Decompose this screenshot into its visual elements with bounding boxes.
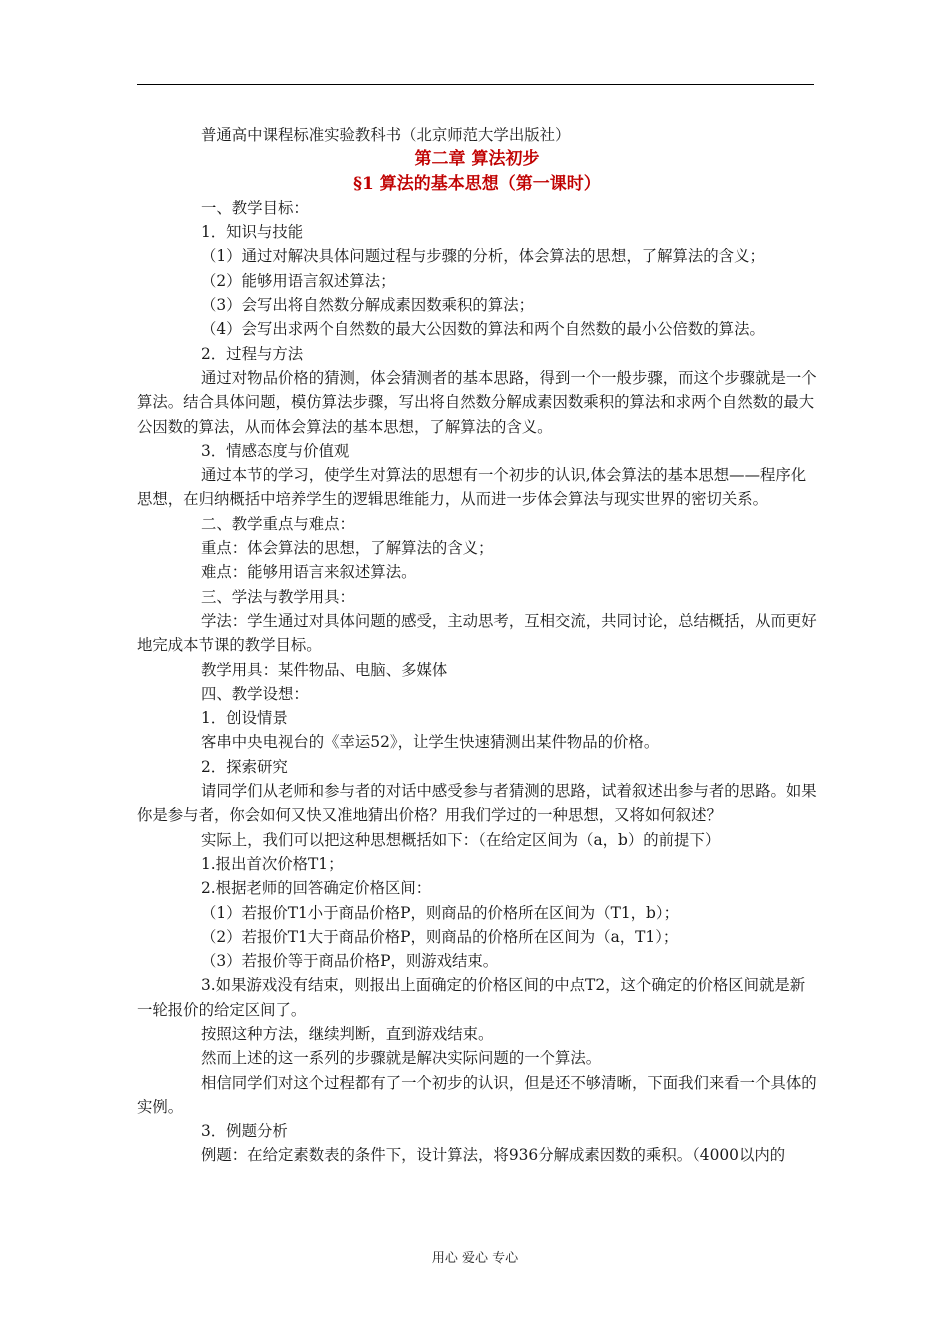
list-item: （2）若报价T1大于商品价格P，则商品的价格所在区间为（a，T1）； [201,927,679,946]
heading-design: 四、教学设想： [201,684,309,703]
paragraph: 然而上述的这一系列的步骤就是解决实际问题的一个算法。 [201,1049,602,1068]
step-item: 3.如果游戏没有结束，则报出上面确定的价格区间的中点T2，这个确定的价格区间就是新一轮报价的给定区间了。 [137,976,806,1019]
heading-objectives: 一、教学目标： [201,198,309,217]
difficult-point: 难点：能够用语言来叙述算法。 [201,563,417,582]
paragraph: 请同学们从老师和参与者的对话中感受参与者猜测的思路，试着叙述出参与者的思路。如果你是参与者，你会如何又快又准地猜出价格？用我们学过的一种思想，又将如何叙述？ [137,782,817,825]
list-item: （4）会写出求两个自然数的最大公因数的算法和两个自然数的最小公倍数的算法。 [201,320,765,339]
subheading-knowledge: 1．知识与技能 [201,223,304,242]
paragraph: 客串中央电视台的《幸运52》，让学生快速猜测出某件物品的价格。 [201,733,660,752]
subheading-attitude: 3．情感态度与价值观 [201,441,350,460]
paragraph: 通过对物品价格的猜测，体会猜测者的基本思路，得到一个一般步骤，而这个步骤就是一个算法。结合具体问题，模仿算法步骤，写出将自然数分解成素因数乘积的算法和求两个自然数的最大公因数的算法，从而体会算法的基本思想，了解算法的含义。 [137,368,817,436]
list-item: （1）若报价T1小于商品价格P，则商品的价格所在区间为（T1，b）； [201,903,679,922]
subheading-example: 3．例题分析 [201,1122,288,1141]
list-item: （2）能够用语言叙述算法； [201,271,396,290]
list-item: （3）会写出将自然数分解成素因数乘积的算法； [201,296,534,315]
key-point: 重点：体会算法的思想，了解算法的含义； [201,539,494,558]
paragraph: 相信同学们对这个过程都有了一个初步的认识，但是还不够清晰，下面我们来看一个具体的实例。 [137,1073,817,1116]
page-footer: 用心 爱心 专心 [431,1251,519,1266]
step-item: 2.根据老师的回答确定价格区间： [201,879,432,898]
section-title: §1 算法的基本思想（第一课时） [353,173,601,194]
heading-key-points: 二、教学重点与难点： [201,514,355,533]
list-item: （1）通过对解决具体问题过程与步骤的分析，体会算法的思想，了解算法的含义； [201,247,765,266]
heading-methods-tools: 三、学法与教学用具： [201,587,355,606]
subheading-scenario: 1．创设情景 [201,709,288,728]
paragraph: 按照这种方法，继续判断，直到游戏结束。 [201,1024,494,1043]
book-header: 普通高中课程标准实验教科书（北京师范大学出版社） [201,126,571,144]
subheading-explore: 2．探索研究 [201,757,288,776]
teaching-tools: 教学用具：某件物品、电脑、多媒体 [201,660,448,679]
paragraph: 实际上，我们可以把这种思想概括如下：（在给定区间为（a，b）的前提下） [201,830,721,849]
paragraph: 学法：学生通过对具体问题的感受，主动思考，互相交流，共同讨论，总结概括，从而更好地完成本节课的教学目标。 [137,611,817,655]
subheading-process: 2．过程与方法 [201,344,304,363]
paragraph: 例题：在给定素数表的条件下，设计算法，将936分解成素因数的乘积。（4000以内的 [201,1146,786,1165]
step-item: 1.报出首次价格T1； [201,854,344,873]
document-body [137,123,817,1168]
list-item: （3）若报价等于商品价格P，则游戏结束。 [201,952,499,971]
paragraph: 通过本节的学习，使学生对算法的思想有一个初步的认识,体会算法的基本思想——程序化思想，在归纳概括中培养学生的逻辑思维能力，从而进一步体会算法与现实世界的密切关系。 [137,466,807,509]
chapter-title: 第二章 算法初步 [414,149,540,170]
header-rule [137,84,814,85]
